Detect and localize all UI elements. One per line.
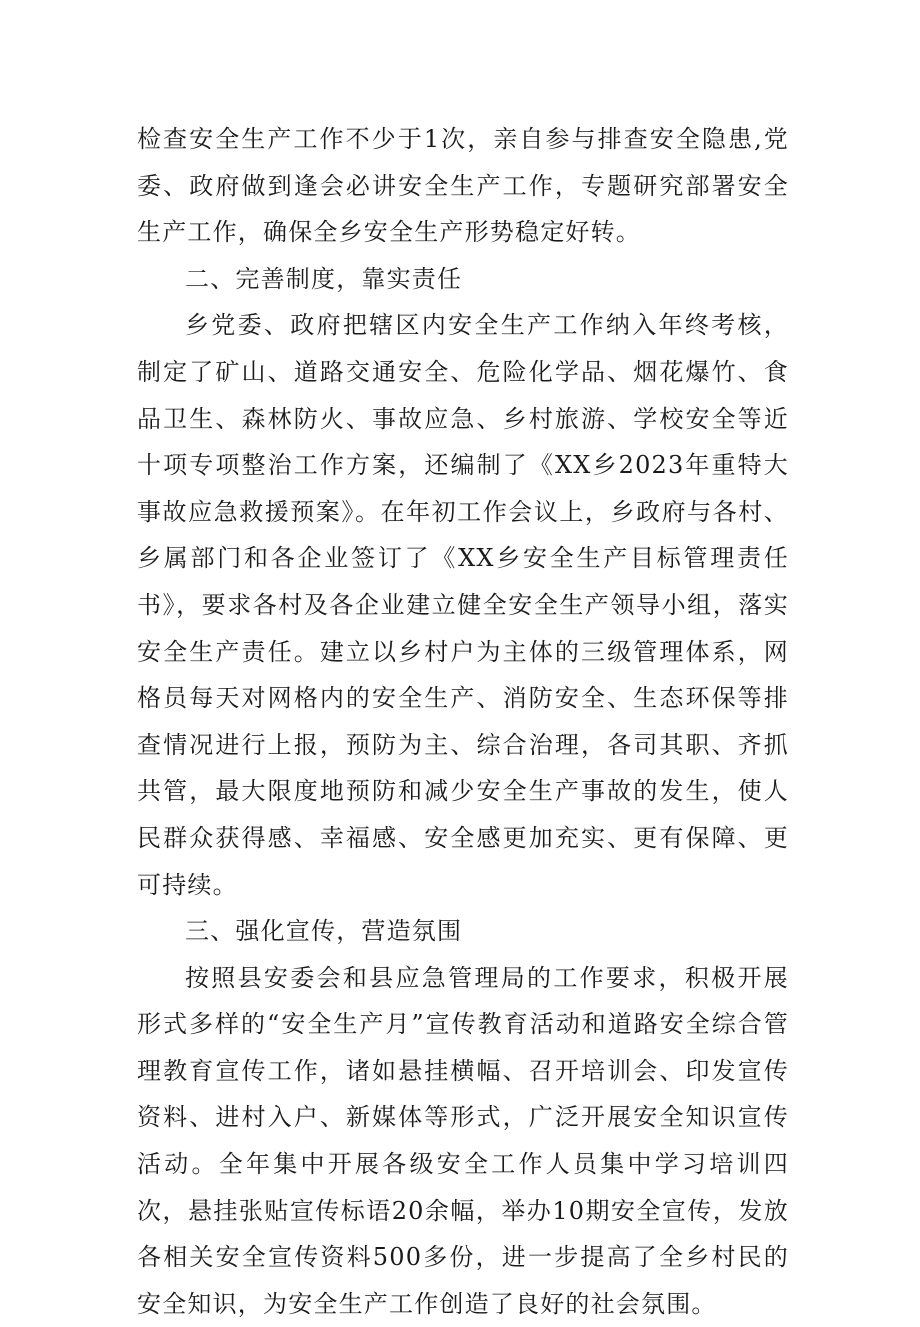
section-heading-2: 二、完善制度，靠实责任: [185, 264, 463, 293]
paragraph-section-3: 按照县安委会和县应急管理局的工作要求，积极开展形式多样的“安全生产月”宣传教育活动和道路安全综合管理教育宣传工作，诸如悬挂横幅、召开培训会、印发宣传资料、进村入户、新媒体等形式，广泛开展安全知识宣传活动。全年集中开展各级安全工作人员集中学习培训四次，悬挂张贴宣传标语20余幅，举办10期安全宣传，发放各相关安全宣传资料500多份，进一步提高了全乡村民的安全知识，为安全生产工作创造了良好的社会氛围。: [137, 963, 789, 1318]
paragraph-continuation: 检查安全生产工作不少于1次，亲自参与排查安全隐患,党委、政府做到逢会必讲安全生产工作，专题研究部署安全生产工作，确保全乡安全生产形势稳定好转。: [137, 125, 789, 247]
document-body: [137, 116, 789, 1327]
paragraph-section-2: 乡党委、政府把辖区内安全生产工作纳入年终考核，制定了矿山、道路交通安全、危险化学品、烟花爆竹、食品卫生、森林防火、事故应急、乡村旅游、学校安全等近十项专项整治工作方案，还编制了《XX乡2023年重特大事故应急救援预案》。在年初工作会议上，乡政府与各村、乡属部门和各企业签订了《XX乡安全生产目标管理责任书》，要求各村及各企业建立健全安全生产领导小组，落实安全生产责任。建立以乡村户为主体的三级管理体系，网格员每天对网格内的安全生产、消防安全、生态环保等排查情况进行上报，预防为主、综合治理，各司其职、齐抓共管，最大限度地预防和减少安全生产事故的发生，使人民群众获得感、幸福感、安全感更加充实、更有保障、更可持续。: [137, 311, 789, 899]
section-heading-3: 三、强化宣传，营造氛围: [185, 917, 463, 946]
